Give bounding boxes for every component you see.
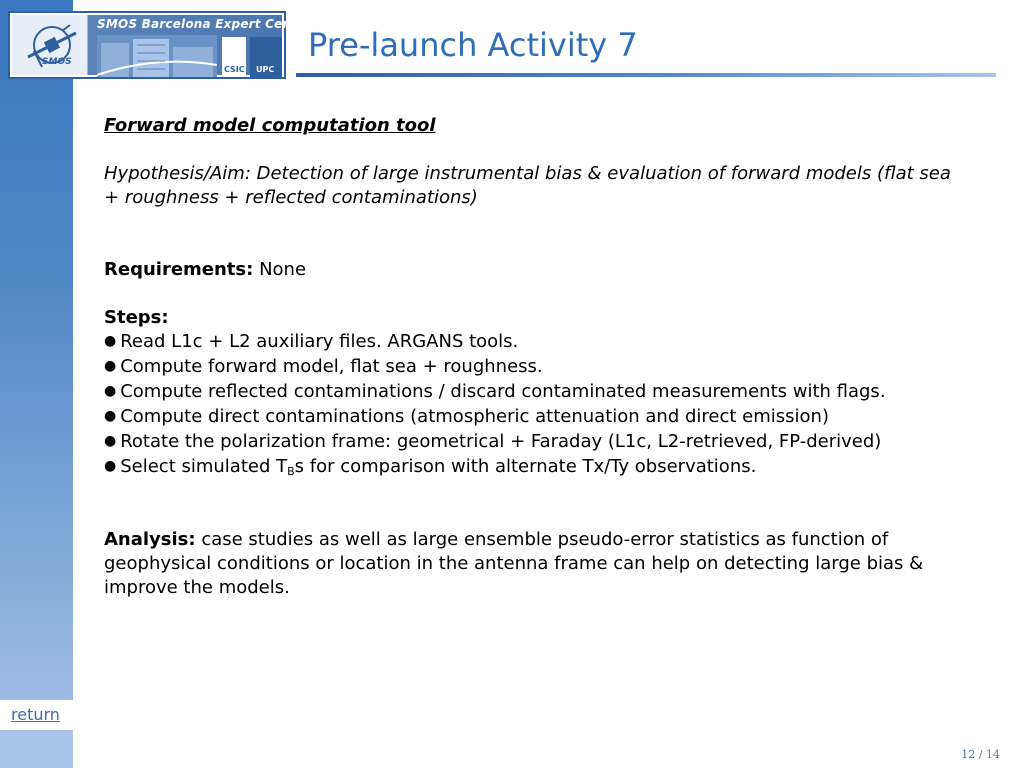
requirements-label: Requirements:: [104, 259, 254, 280]
page-number: [961, 748, 1000, 761]
page-current: 12: [961, 748, 976, 761]
steps-heading: Steps:: [104, 307, 169, 328]
smos-bec-logo: [8, 11, 312, 79]
bullet-icon: ●: [104, 433, 117, 449]
sidebar-bottom: [0, 730, 73, 768]
requirements-value: None: [259, 259, 307, 280]
section-heading: Forward model computation tool: [104, 115, 436, 136]
step-item: [104, 355, 964, 380]
bullet-icon: ●: [104, 383, 117, 399]
step-text: Rotate the polarization frame: geometrical + Faraday (L1c, L2-retrieved, FP-derived): [120, 431, 882, 452]
step-text-subscript: B: [287, 465, 295, 478]
upc-label: UPC: [256, 65, 275, 74]
requirements-line: [104, 258, 964, 282]
logo-title: SMOS Barcelona Expert Centre: [97, 17, 312, 31]
analysis-label: Analysis:: [104, 529, 196, 550]
step-text: Compute forward model, flat sea + roughness.: [120, 356, 543, 377]
page-total: / 14: [978, 748, 1000, 761]
step-item: [104, 430, 964, 455]
step-text: Read L1c + L2 auxiliary files. ARGANS tools.: [120, 331, 519, 352]
csic-label: CSIC: [224, 65, 245, 74]
step-text: Compute direct contaminations (atmospheric attenuation and direct emission): [120, 406, 829, 427]
step-text-before: Select simulated T: [120, 456, 288, 477]
building-photo-icon: [97, 35, 217, 77]
slide-title: Pre-launch Activity 7: [308, 26, 638, 64]
return-link[interactable]: return: [11, 705, 60, 724]
bullet-icon: ●: [104, 458, 117, 474]
logo-background: [12, 15, 312, 75]
step-item: [104, 380, 964, 405]
hypothesis-text: Hypothesis/Aim: Detection of large instrumental bias & evaluation of forward models (flat sea + roughness + reflected contaminations): [104, 163, 951, 208]
step-text: Compute reflected contaminations / discard contaminated measurements with flags.: [120, 381, 886, 402]
step-item: [104, 405, 964, 430]
step-item-last: [104, 455, 964, 480]
analysis-paragraph: [104, 528, 964, 600]
logo-smos-label: SMOS: [42, 57, 72, 67]
step-text-after: s for comparison with alternate Tx/Ty observations.: [294, 456, 757, 477]
sidebar-bar: [0, 0, 73, 768]
title-rule: [296, 73, 996, 77]
bullet-icon: ●: [104, 358, 117, 374]
analysis-text: case studies as well as large ensemble pseudo-error statistics as function of geophysical conditions or location in the antenna frame can help on detecting large bias & improve the models.: [104, 529, 924, 598]
bullet-icon: ●: [104, 333, 117, 349]
step-item: [104, 330, 964, 355]
slide-content: [104, 114, 964, 600]
bullet-icon: ●: [104, 408, 117, 424]
